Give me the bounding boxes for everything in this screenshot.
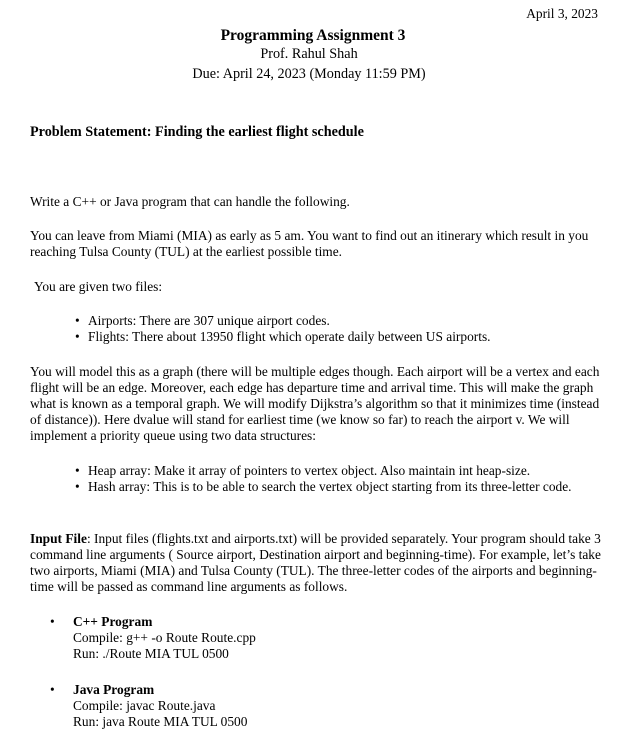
given-files-lead-text: You are given two files: [34, 279, 163, 294]
cpp-program-item [50, 614, 590, 662]
scenario-text: You can leave from Miami (MIA) as early as 5 am. You want to find out an itinerary which result in you reaching Tulsa County (TUL) at the earliest possible time. [30, 228, 589, 259]
input-file-text: : Input files (flights.txt and airports.txt) will be provided separately. Your program should take 3 command line arguments ( Source airport, Destination airport and beginning-time). For example, let’s take two airports, Miami (MIA) and Tulsa County (TUL). The three-letter codes of the airports and beginning-time will be passed as command line arguments as follows. [30, 531, 601, 594]
list-item: • Hash array: This is to be able to search the vertex object starting from its three-letter code. [75, 479, 595, 495]
given-files-list [75, 313, 595, 345]
bullet-icon: • [50, 614, 55, 629]
program-title: C++ Program [73, 614, 153, 629]
due-date: Due: April 24, 2023 (Monday 11:59 PM) [192, 65, 426, 82]
given-files-lead [34, 279, 606, 295]
list-item: • Heap array: Make it array of pointers to vertex object. Also maintain int heap-size. [75, 463, 595, 479]
input-file-paragraph [30, 531, 602, 595]
professor-name: Prof. Rahul Shah [260, 46, 358, 62]
input-file-label: Input File [30, 531, 87, 546]
document-header [0, 26, 618, 84]
data-structures-list [75, 463, 595, 495]
run-command: Run: ./Route MIA TUL 0500 [73, 646, 229, 661]
scenario-paragraph [30, 228, 602, 260]
intro-paragraph [30, 194, 602, 210]
intro-text: Write a C++ or Java program that can handle the following. [30, 194, 350, 209]
program-title: Java Program [73, 682, 155, 697]
list-item: • Airports: There are 307 unique airport codes. [75, 313, 595, 329]
compile-command: Compile: g++ -o Route Route.cpp [73, 630, 256, 645]
list-item: • Flights: There about 13950 flight which operate daily between US airports. [75, 329, 595, 345]
compile-command: Compile: javac Route.java [73, 698, 216, 713]
problem-statement-heading: Problem Statement: Finding the earliest flight schedule [30, 124, 364, 140]
assignment-title: Programming Assignment 3 [220, 27, 406, 44]
model-paragraph-text: You will model this as a graph (there will be multiple edges though. Each airport will be a vertex and each flight will be an edge. Moreover, each edge has departure time and arrival time. This will make the graph what is known as a temporal graph. We will modify Dijkstra’s algorithm so that it minimizes time (instead of distance)). Here dvalue will stand for earliest time (we know so far) to reach the airport v. We will implement a priority queue using two data structures: [30, 364, 600, 443]
model-paragraph [30, 364, 602, 444]
document-date: April 3, 2023 [526, 6, 598, 21]
java-program-item [50, 682, 590, 730]
bullet-icon: • [50, 682, 55, 697]
run-command: Run: java Route MIA TUL 0500 [73, 714, 248, 729]
